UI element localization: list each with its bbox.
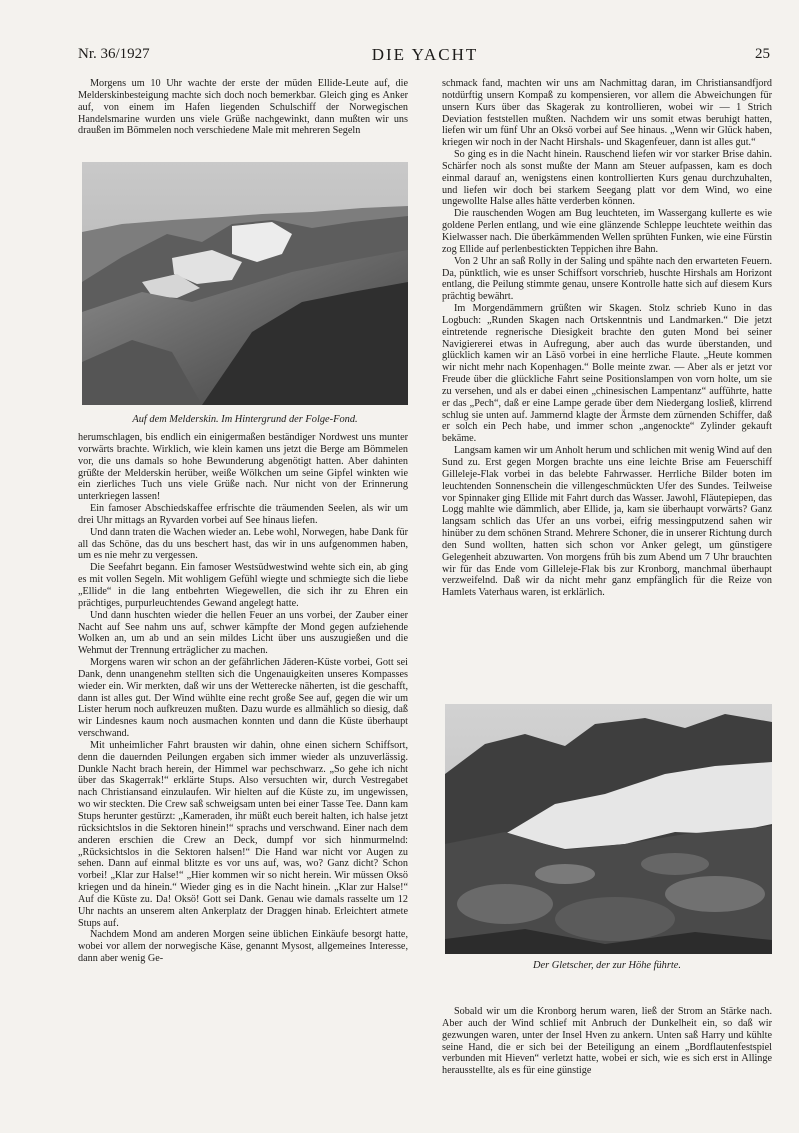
paragraph: Die rauschenden Wogen am Bug leuchteten, im Wassergang kullerte es wie goldene Perlen entlang, und wie eine glänzende Schleppe leuchtete weithin das Kielwasser nach. Die überkämmenden Wellen sprühten Funken, wie eine Fürstin zog Ellide auf perlenbestickten Teppichen ihre Bahn. (442, 208, 772, 255)
paragraph: Im Morgendämmern grüßten wir Skagen. Stolz schrieb Kuno in das Logbuch: „Runden Skagen nach Ortskenntnis und Landmarken.“ Die jetzt eintretende regnerische Diesigkeit brachte den guten Mond bei seiner Navigiererei etwas in Aufregung, aber auch das wurde überstanden, und glücklich kamen wir an Läsö vorbei in eine herrliche Flaute. „Heute kommen wir nicht mehr nach Kopenhagen.“ Bolle meinte zwar. — Aber als er jetzt vor Freude über die glückliche Fahrt seine Positionslampen von vorn holte, um sie zu versehen, und als er dabei einen „chinesischen Lampentanz“ aufführte, hatte er das „Pech“, daß er eine Lampe gerade über dem Niedergang losließ, klirrend schlug sie unten auf. Jammernd klagte der Ärmste dem zürnenden Schiffer, daß er solch ein Pech habe, und immer schon „angenockte“ Zylinder gekauft bekäme. (442, 303, 772, 445)
paragraph: Von 2 Uhr an saß Rolly in der Saling und spähte nach den erwarteten Feuern. Da, pünktlich, wie es unser Schiffsort vorschrieb, huschte Hirshals am Horizont entlang, die Peilung stimmte genau, unsere Kontrolle hatte sich auf diesem Kurs prächtig bewährt. (442, 255, 772, 303)
paragraph: Morgens um 10 Uhr wachte der erste der müden Ellide-Leute auf, die Melderskinbesteigung machte sich doch noch bemerkbar. Gleich ging es Anker auf, von einem im Hafen liegenden Schulschiff der Norwegischen Handelsmarine wurden uns viele Grüße nachgewinkt, dann mußten wir uns draußen im Bömmelen noch verschiedene Male mit mehreren Segeln (78, 78, 408, 137)
paragraph: Und dann huschten wieder die hellen Feuer an uns vorbei, der Zauber einer Nacht auf See nahm uns auf, schwer kämpfte der Mond gegen aufziehende Wolken an, um ab und an sein mildes Licht über uns auszugießen und die Wehmut der Trennung erträglicher zu machen. (78, 609, 408, 657)
paragraph: Sobald wir um die Kronborg herum waren, ließ der Strom an Stärke nach. Aber auch der Wind schlief mit Anbruch der Dunkelheit ein, so daß wir gezwungen waren, unter der Insel Hven zu ankern. Unten saß Harry und kühlte seine Hand, die er sich bei der Beteiligung an einem „Bordflautenfestspiel verbunden mit Hieven“ verletzt hatte, wobei er sich, wie es sich erst in Allinge herausstellte, als es für eine günstige (442, 1006, 772, 1077)
paragraph: Die Seefahrt begann. Ein famoser Westsüdwestwind wehte sich ein, ab ging es mit vollen Segeln. Mit wohligem Gefühl wiegte und schmiegte sich die liebe „Ellide“ in die lang entbehrten Wiegewellen, die sich ihr zu Ehren ein prächtiges, purpurleuchtendes Gewand angelegt hatte. (78, 562, 408, 609)
right-column-top (442, 78, 772, 694)
paragraph: So ging es in die Nacht hinein. Rauschend liefen wir vor starker Brise dahin. Schärfer noch als sonst mußte der Mann am Steuer aufpassen, kam es doch einmal darauf an, wenigstens einen kontrollierten Kurs genau durchzuhalten, und liefen wir doch bei starkem Seegang platt vor dem Wind, wo eine ungewollte Halse alles hätte verderben können. (442, 149, 772, 208)
paragraph: schmack fand, machten wir uns am Nachmittag daran, im Christiansandfjord notdürftig unsern Kompaß zu kompensieren, vor allem die Abweichungen für unsern Kurs über das Skagerak zu kontrollieren, wobei wir — 1 Strich Deviation feststellen mußten. Nachdem wir uns somit etwas beruhigt hatten, liefen wir um fünf Uhr an Oksö vorbei auf See hinaus. „Wenn wir Glück haben, kriegen wir noch in der Nacht Hirshals- und Skagenfeuer, dann ist alles gut.“ (442, 78, 772, 149)
page-number: 25 (755, 46, 770, 62)
paragraph: Mit unheimlicher Fahrt brausten wir dahin, ohne einen sichern Schiffsort, denn die dauernden Peilungen ergaben sich immer wieder als unzuverlässig. Dunkle Nacht brach herein, der Himmel war pechschwarz. „So gehe ich nicht über das Skagerrak!“ erklärte Stups. Also versuchten wir, durch Vestregabet nach Christiansand einzulaufen. Wir hielten auf die Küste zu, im ungewissen, wo wir steckten. Die Crew saß schweigsam unten bei einer Tasse Tee. Dann kam Stups herunter gestürzt: „Kameraden, ihr müßt euch bereit halten, ich halse jetzt rücksichtslos in die Sektoren hinein!“ sprachs und verschwand. Einer nach dem anderen erschien die Crew an Deck, dumpf vor sich hinmurmelnd: „Rücksichtslos in die Sektoren halsen!“ Die Hand war nicht vor Augen zu sehen. Dann auf einmal blitzte es vor uns auf, was, wo? Ganz dicht? Schon vorbei! „Klar zur Halse!“ „Hier kommen wir so nicht herein. Wir müssen Oksö kriegen und da hinein.“ Wieder ging es in die Nacht hinein. „Klar zur Halse!“ Auf die Küste zu. Da! Oksö! Gott sei Dank. Genau wie damals rasselte um 12 Uhr nachts an unserem alten Ankerplatz der Draggen hinab. Erleichtert atmete Stups auf. (78, 739, 408, 929)
photo-melderskin (82, 162, 408, 405)
photo-caption-left: Auf dem Melderskin. Im Hintergrund der Folge-Fond. (132, 414, 358, 425)
right-column-bottom (442, 1006, 772, 1077)
paragraph: Nachdem Mond am anderen Morgen seine üblichen Einkäufe besorgt hatte, wobei vor allem der norwegische Käse, genannt Mysost, allgemeines Interesse, dann aber wenig Ge- (78, 929, 408, 965)
paragraph: Langsam kamen wir um Anholt herum und schlichen mit wenig Wind auf den Sund zu. Erst gegen Morgen brachte uns eine leichte Brise am Feuerschiff Gilleleje-Flak vorbei in das belebte Fahrwasser. Herrliche Bilder boten im leuchtenden Sonnenschein die villengeschmückten Ufer des Sundes. Teilweise vor Spinnaker ging Ellide mit Fahrt durch das Wasser. Jawohl, Fläutepiepen, das Logg mahlte wie dämmlich, aber Ellide, ja, kam sie überhaupt vorwärts? Ganz langsam schlich das Ufer an uns vorbei, eifrig messingputzend sahen wir hinüber zu dem schönen Strand. Mehrere Schoner, die in unserer Richtung durch den Sund wollten, hatten sich schon vor Anker gelegt, um günstigere Gelegenheit abzuwarten. Von morgens früh bis zum Abend um 7 Uhr brauchten wir für das Ende vom Gilleleje-Flak bis zur Kronborg, manchmal überhaupt verzweifelnd. Daß wir da nicht mehr ganz empfänglich für die Reize von Hamlets Vaterhaus waren, ist erklärlich. (442, 445, 772, 599)
paragraph: Und dann traten die Wachen wieder an. Lebe wohl, Norwegen, habe Dank für all das Schöne, das du uns beschert hast, das wir in uns aufgenommen haben, um es nie mehr zu vergessen. (78, 526, 408, 562)
paragraph: Morgens waren wir schon an der gefährlichen Jäderen-Küste vorbei, Gott sei Dank, denn unangenehm stellten sich die Ungenauigkeiten unseres Kompasses wieder ein. Wir merkten, daß wir uns der Wetterecke näherten, ist die geschafft, dann ist alles gut. Der Wind wühlte eine recht große See auf, gegen die wir um Lister herum noch aufkreuzen mußten. Dazu wurde es allmählich so diesig, daß wir Lindesnes kaum noch ausmachen konnten und dann die Küste überhaupt verschwand. (78, 657, 408, 740)
photo-glacier (445, 704, 772, 954)
page-header (78, 46, 772, 68)
issue-number: Nr. 36/1927 (78, 46, 150, 62)
paragraph: herumschlagen, bis endlich ein einigermaßen beständiger Nordwest uns munter vorwärts brachte. Wirklich, wie klein kamen uns jetzt die Berge am Bömmelen vor, die uns damals so hohe Bewunderung abgenötigt hatten. Aber dahinten grüßte der Melderskin herüber, weiße Wölkchen um seine Gipfel winkten wie ein zierliches Tuch uns viele Grüße nach. Nur nicht von der Erinnerung unterkriegen lassen! (78, 432, 408, 503)
magazine-title: DIE YACHT (371, 45, 479, 64)
left-column-bottom (78, 432, 408, 1062)
photo-caption-right: Der Gletscher, der zur Höhe führte. (532, 960, 682, 971)
left-column-top (78, 78, 408, 152)
paragraph: Ein famoser Abschiedskaffee erfrischte die träumenden Seelen, als wir um drei Uhr mittags an Ryvarden vorbei auf See hinaus liefen. (78, 503, 408, 526)
